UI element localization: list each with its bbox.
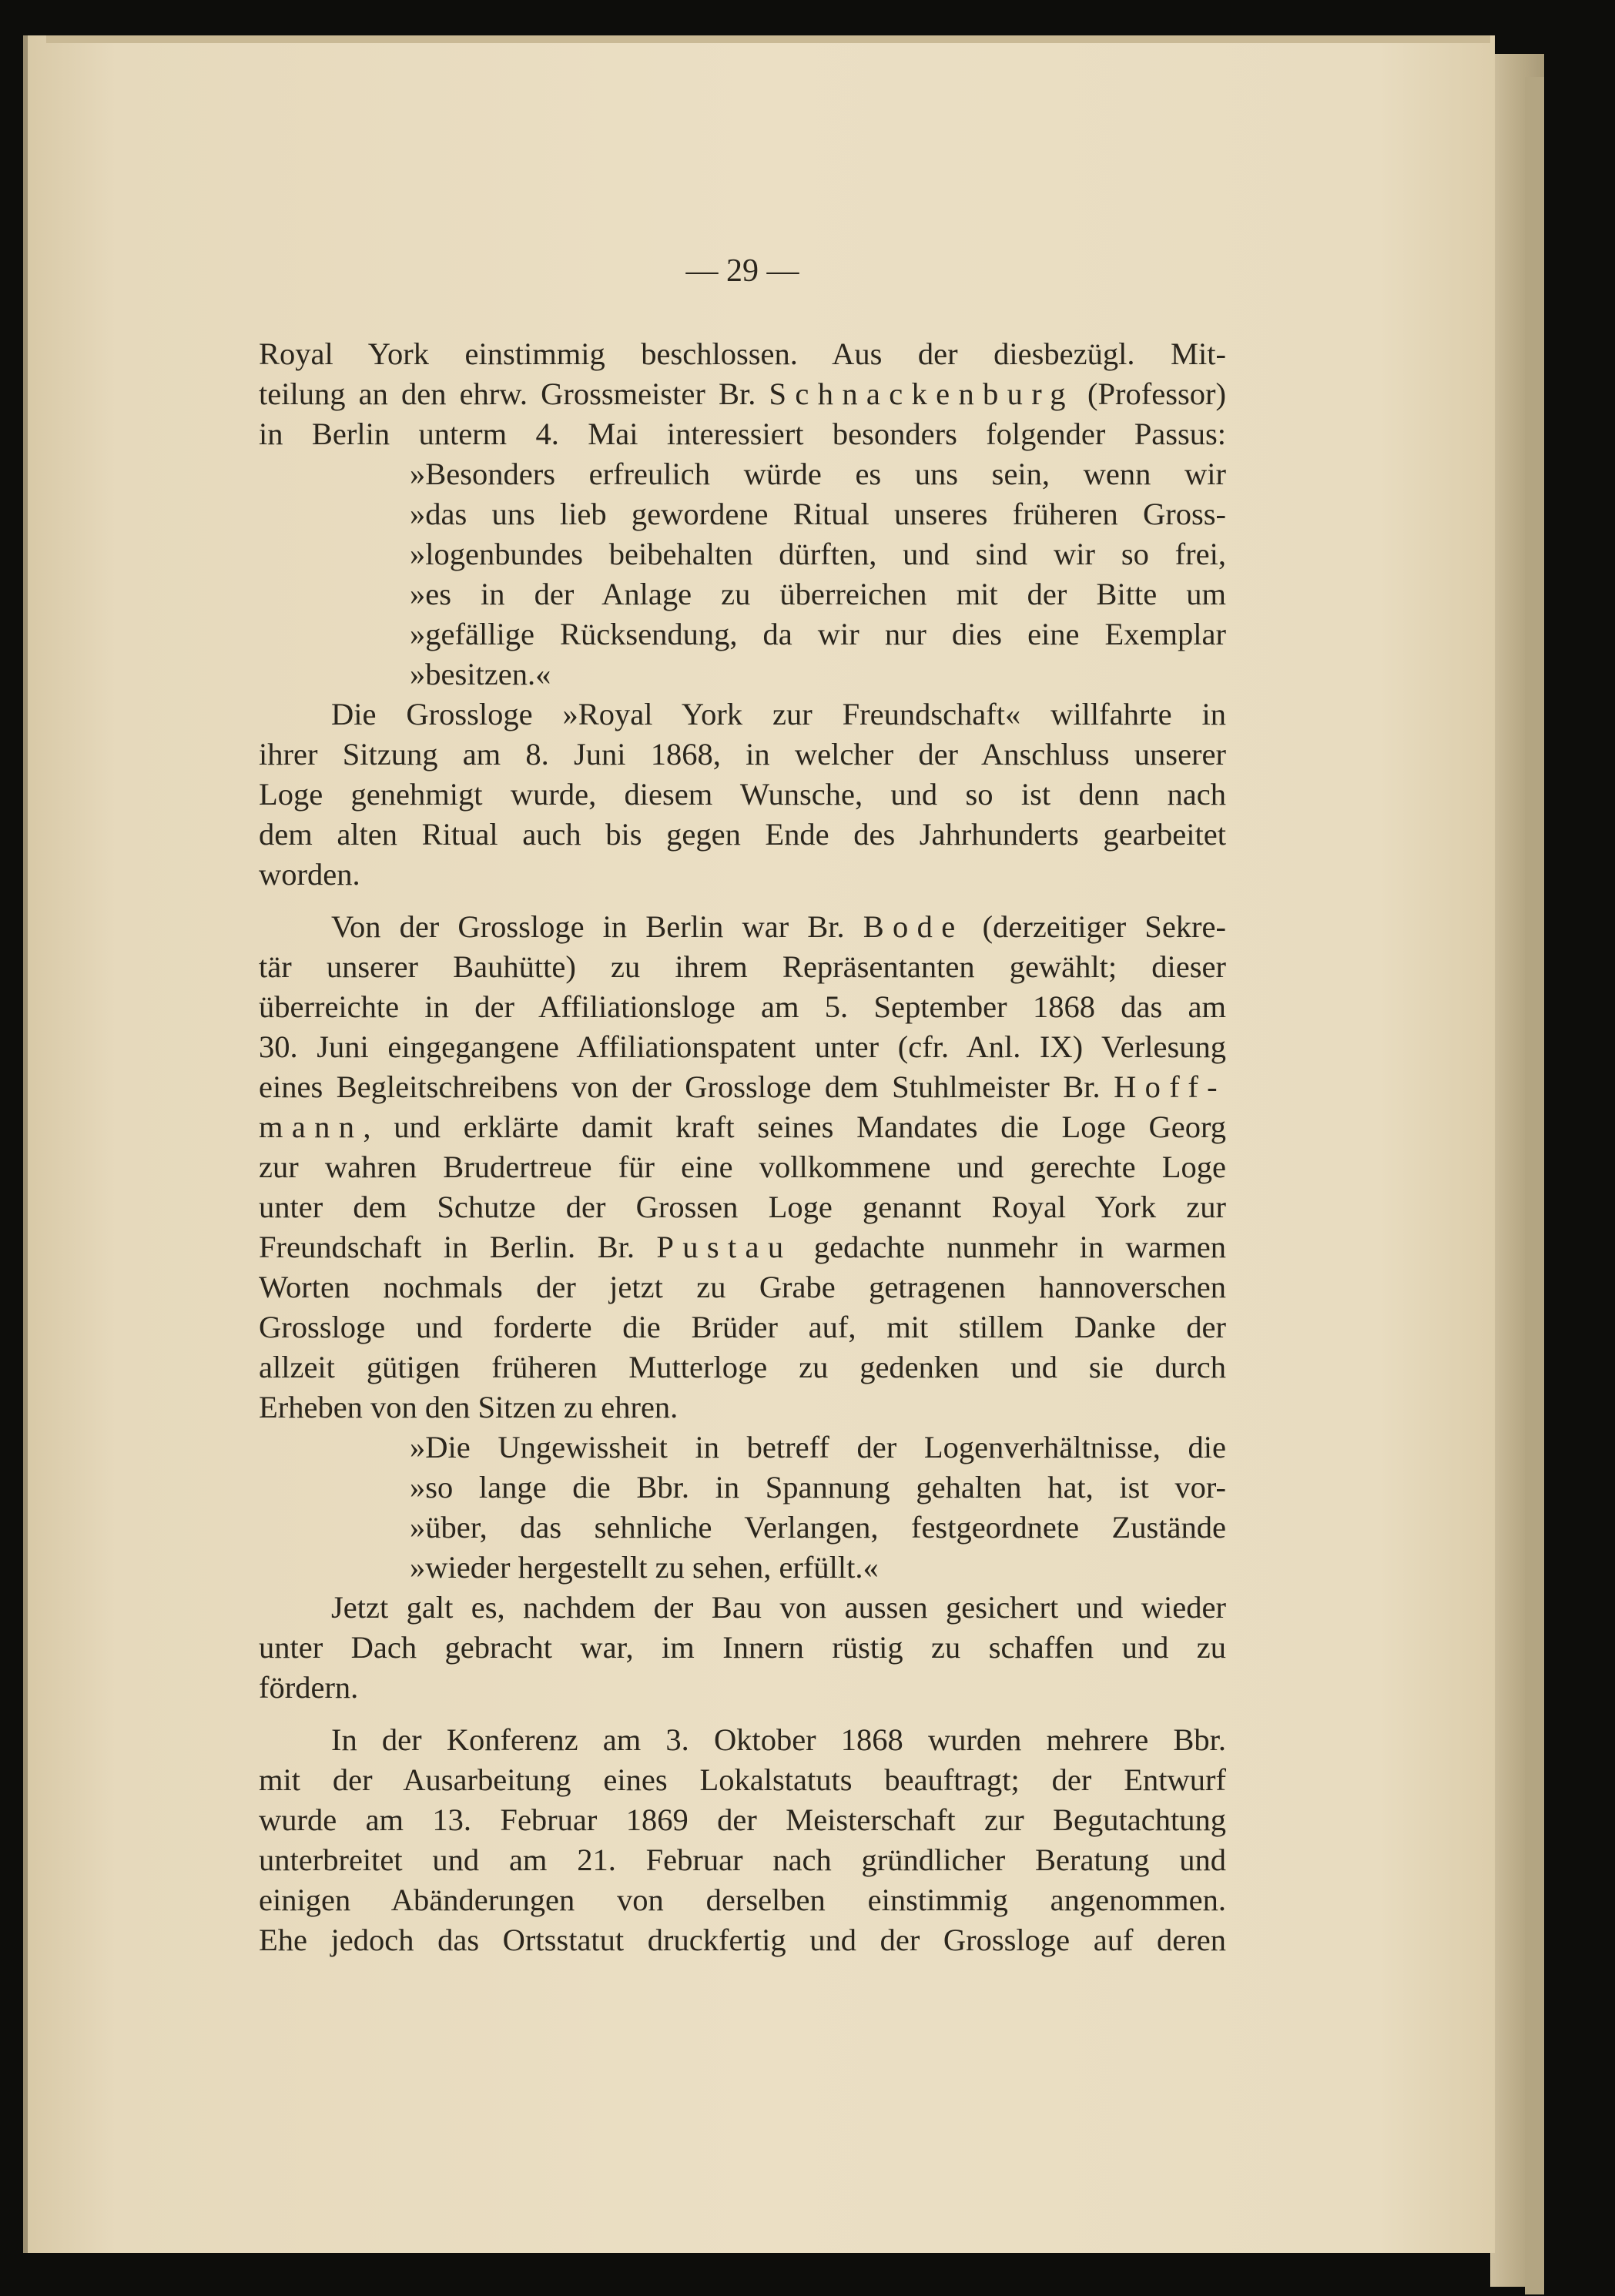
text-line: in Berlin unterm 4. Mai interessiert besonders folgender Passus: [259,417,1226,451]
page-number: — 29 — [685,253,799,289]
text-line: mann, und erklärte damit kraft seines Mandates die Loge Georg [259,1110,1226,1144]
text-line: eines Begleitschreibens von der Grossloge dem Stuhlmeister Br. Hoff- [259,1069,1226,1104]
text-line: Grossloge und forderte die Brüder auf, mit stillem Danke der [259,1310,1226,1344]
text-line: tär unserer Bauhütte) zu ihrem Repräsentanten gewählt; dieser [259,949,1226,984]
text-line: fördern. [259,1670,359,1705]
quote-line: »logenbundes beibehalten dürften, und sind wir so frei, [410,537,1226,571]
text-line: 30. Juni eingegangene Affiliationspatent unter (cfr. Anl. IX) Verlesung [259,1029,1226,1064]
quote-line: »gefällige Rücksendung, da wir nur dies eine Exemplar [410,617,1226,651]
text-line: Worten nochmals der jetzt zu Grabe getragenen hannoverschen [259,1270,1226,1304]
person-name-spaced: Schnackenburg [769,377,1074,411]
person-name-spaced: mann [259,1110,364,1144]
page-stack-edge-inner [1525,77,1544,2294]
quote-line: »Die Ungewissheit in betreff der Logenverhältnisse, die [410,1430,1226,1464]
quote-line: »das uns lieb gewordene Ritual unseres früheren Gross- [410,497,1226,531]
text-line: In der Konferenz am 3. Oktober 1868 wurden mehrere Bbr. [331,1722,1226,1757]
person-name-spaced: Pustau [656,1230,792,1264]
text-line: Ehe jedoch das Ortsstatut druckfertig und der Grossloge auf deren [259,1923,1226,1957]
text-line: allzeit gütigen früheren Mutterloge zu gedenken und sie durch [259,1350,1226,1384]
text-line: Royal York einstimmig beschlossen. Aus der diesbezügl. Mit- [259,336,1226,371]
text-line: zur wahren Brudertreue für eine vollkommene und gerechte Loge [259,1150,1226,1184]
text-line: mit der Ausarbeitung eines Lokalstatuts beauftragt; der Entwurf [259,1762,1226,1797]
text-line: Erheben von den Sitzen zu ehren. [259,1390,679,1424]
quote-line: »Besonders erfreulich würde es uns sein, wenn wir [410,457,1226,491]
text-line: ihrer Sitzung am 8. Juni 1868, in welcher der Anschluss unserer [259,737,1226,771]
text-line: einigen Abänderungen von derselben einstimmig angenommen. [259,1883,1226,1917]
text-line: unterbreitet und am 21. Februar nach gründlicher Beratung und [259,1842,1226,1877]
text-line: Freundschaft in Berlin. Br. Pustau gedachte nunmehr in warmen [259,1230,1226,1264]
quote-line: »es in der Anlage zu überreichen mit der Bitte um [410,577,1226,611]
text-line: Jetzt galt es, nachdem der Bau von aussen gesichert und wieder [331,1590,1226,1625]
text-line: Loge genehmigt wurde, diesem Wunsche, und so ist denn nach [259,777,1226,812]
text-line: wurde am 13. Februar 1869 der Meisterschaft zur Begutachtung [259,1802,1226,1837]
text-line: Von der Grossloge in Berlin war Br. Bode (derzeitiger Sekre- [331,909,1226,944]
text-line: teilung an den ehrw. Grossmeister Br. Schnackenburg (Professor) [259,377,1226,411]
person-name-spaced: Bode [863,909,964,944]
text-line: unter dem Schutze der Grossen Loge genannt Royal York zur [259,1190,1226,1224]
text-line: dem alten Ritual auch bis gegen Ende des Jahrhunderts gearbeitet [259,817,1226,852]
paper-top-edge [46,35,1490,43]
text-line: Die Grossloge »Royal York zur Freundschaft« willfahrte in [331,697,1226,731]
quote-line: »so lange die Bbr. in Spannung gehalten hat, ist vor- [410,1470,1226,1504]
quote-line: »wieder hergestellt zu sehen, erfüllt.« [410,1550,879,1585]
quote-line: »über, das sehnliche Verlangen, festgeordnete Zustände [410,1510,1226,1545]
text-line: worden. [259,857,360,892]
quote-line: »besitzen.« [410,657,551,691]
person-name-spaced: Hoff- [1114,1069,1226,1104]
body-text [259,334,1226,1960]
text-line: unter Dach gebracht war, im Innern rüstig zu schaffen und zu [259,1630,1226,1665]
text-line: überreichte in der Affiliationsloge am 5. September 1868 das am [259,989,1226,1024]
